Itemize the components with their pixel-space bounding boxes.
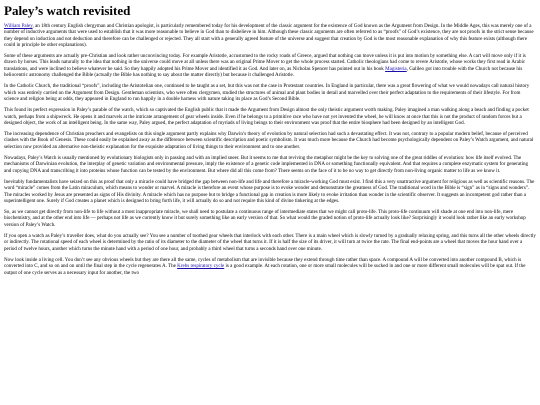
paragraph-10 xyxy=(4,257,536,276)
paragraph-1 xyxy=(4,23,536,48)
paragraph-2 xyxy=(4,53,536,78)
paragraph-4: This found its perfect expression in Paley’s parable of the watch, which so captivated the English public that it made the Argument from Design almost the only theistic argument worth making. Paley imagined a man walking along a beach and finding a pocket watch, perhaps from a shipwreck. He opens it and marvels at the intricate arrangement of gear wheels inside. Even if he belongs to a primitive race who have not yet invented the wheel, he will know at once that this is not the product of random forces but a designed object, the work of an intelligent being. In the same way, Paley argued, the perfect adaptation of myriads of living beings to their environment was proof that the entire biosphere had been designed by an intelligent God. xyxy=(4,107,529,126)
paragraph-9: If you open a watch as Paley’s traveller does, what do you actually see? You see a number of toothed gear wheels that interlock with each other. There is a main wheel which is slowly turned by a gradually relaxing spring, and this turns all the other wheels directly or indirectly. The rotational speed of each wheel is determined by the ratio of its diameter to the diameter of the wheel that turns it. If it is half the size of its driver, it will turn at twice the rate. The final end-points are a wheel that moves the hour hand over a period of twelve hours, another which turns the minute hand with a period of one hour, and probably a third wheel that turns a seconds hand over one minute. xyxy=(4,233,536,252)
paragraph-10-text-b: is a good example. At each rotation, one or more small molecules will be sucked in and one or more different small molecules will be spat out. If the output of one cycle serves as a necessary input for another, the two xyxy=(4,263,526,276)
magisteria-link[interactable]: Magisteria xyxy=(385,65,407,72)
paragraph-6: Nowadays, Paley’s Watch is usually mentioned by evolutionary biologists only in passing and with an implied sneer. But it seems to me that reviving the metaphor might be the key to solving one of the great riddles of evolution: how life itself evolved. The mechanisms of Darwinian evolution, the interplay of genetic variation and environmental pressure, imply the existence of a genetic code implemented in DNA or something functionally equivalent. And that requires a complete enzymatic system for generating and copying DNA and transcribing it into proteins whose function can be tested by the environment. But where did all this come from? There seems on the face of it to be no way to get directly from non-living organic matter to life as we know it. xyxy=(4,155,529,174)
paragraph-2-text-b: , Galileo got into trouble with the Church not because his heliocentric astronomy challenged the Bible (actually the Bible has nothing to say about the matter directly) but because it challenged Aristotle. xyxy=(4,65,523,79)
paragraph-3: In the Catholic Church, the traditional “proofs”, including the Aristotelian one, continued to be taught as a set, but this was not the case in Protestant countries. In England in particular, there was a great flowering of what we would nowadays call natural history which was entirely carried on the Argument from Design. Gentleman scientists, who were often clergymen, studied the structures of animal and plant bodies in detail and marvelled over their perfect adaptation to the requirements of their lifestyle. For from science and religion being at odds, they appeared in England to run happily in a double harness with nature taking its place as God’s Second Bible. xyxy=(4,83,530,102)
paragraph-10-text-a: Now look inside a living cell. You don’t see any obvious wheels but they are there all the same, cycles of metabolism that are invisible because they extend through time rather than space. A compound A will be converted into another compound B, which is converted into C, and so on and on until the final step in the cycle regenerates A. The xyxy=(4,256,522,270)
paragraph-5: The increasing dependence of Christian preachers and evangelists on this single argument partly explains why Darwin’s theory of evolution by natural selection had such a devastating effect. It was not, contrary to a popular modern belief, because of perceived clashes with the Book of Genesis. These could easily be explained away as the difference between scientific description and poetic symbolism. It was much more because the Church had become psychologically dependent on Paley’s Watch argument, and natural selection now provided an alternative non-theistic explanation for the exquisite adaptation of living things to their environment and to one another. xyxy=(4,131,534,150)
paragraph-1-text: , an 18th century English clergyman and Christian apologist, is particularly remembered today for his development of the classic argument for the existence of God known as the Argument from Design. In the Middle Ages, this was merely one of a number of inductive arguments that were used to establish that it was more reasonable to believe in God than to disbelieve in him. Although these classic arguments are often referred to as “proofs” of God’s existence, they are not proofs in the strict sense because they depend on induction and not deduction and therefore can be challenged or rejected. They all start with a generally agreed feature of the universe and suggest that creation by God is the most reasonable explanation of why this feature exists (although there could in principle be other explanations). xyxy=(4,23,534,48)
paragraph-2-text-a: Some of these arguments are actually pre-Christian and look rather unconvincing today. For example Aristotle, accustomed to the rocky roads of Greece, argued that nothing can move unless it is put into motion by something else. A cart will move only if it is drawn by horses. This leads naturally to the idea that nothing in the universe could move at all unless there was an original Prime Mover to get the whole process started. Catholic theologians had come to revere Aristotle, whose works they first read in Arabic translations, and were inclined to believe whatever he said. So they happily adopted his Prime Mover and identified it as God. And later on, as Nicholas Spencer has pointed out in his book xyxy=(4,53,526,72)
william-paley-link[interactable]: William Paley xyxy=(4,23,33,29)
paragraph-8: So, as we cannot get directly from non-life to life without a most inappropriate miracle, we shall need to postulate a continuous range of intermediate states that we might call proto-life. This proto-life continuum will shade at one end into non-life, mere biochemistry, and at the other end into life — perhaps not life as we currently know it but surely something like an early version of that. So what would the graded notion of proto-life actually look like? Surprisingly it would look rather like an early workshop version of Paley’s Watch. xyxy=(4,209,526,228)
article-title: Paley’s watch revisited xyxy=(4,3,131,18)
krebs-cycle-link[interactable]: Krebs respiratory cycle xyxy=(177,263,225,270)
paragraph-7: Inevitably fundamentalists have seized on this as proof that only a miracle could have bridged the gap between non-life and life and therefore a miracle-working God must exist. I find this a very unattractive argument for religious as well as scientific reasons. The word “miracle” comes from the Latin miraculum, which means to wonder or marvel. A miracle is therefore an event whose purpose is to evoke wonder and demonstrate the greatness of God. The traditional word in the Bible is “sign” as in “signs and wonders”. The miracles worked by Jesus are presented as signs of His divinity. A miracle which has no purpose but to bridge a functional gap in creation is more likely to evoke irritation than wonder in the scientific observer. It suggests an incompetent god rather than a superintelligent one. Surely if God creates a planet which is designed to bring forth life, it will actually do so and not require this kind of divine tinkering at the edges. xyxy=(4,178,535,204)
